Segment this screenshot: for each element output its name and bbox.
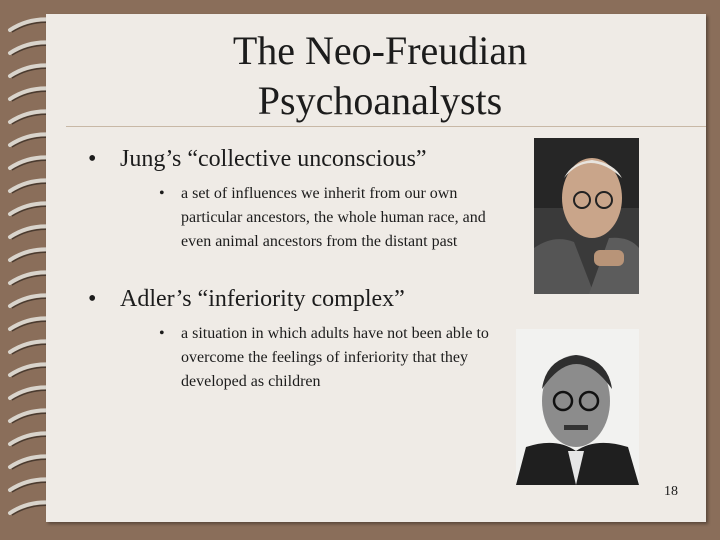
bullet-dot: • — [88, 146, 97, 172]
bullet-jung — [88, 146, 427, 173]
sub-bullet-adler — [159, 322, 511, 394]
slide-title — [110, 26, 650, 126]
title-divider — [66, 126, 706, 127]
jung-photo — [534, 138, 639, 294]
adler-photo — [516, 329, 639, 485]
bullet-heading: Jung’s “collective unconscious” — [120, 146, 427, 172]
bullet-dot: • — [159, 185, 165, 202]
sub-bullet-jung — [159, 182, 511, 254]
title-line-1: The Neo-Freudian — [232, 28, 528, 73]
bullet-dot: • — [159, 325, 165, 342]
bullet-adler — [88, 286, 405, 313]
sub-bullet-text: a situation in which adults have not been able to overcome the feelings of inferiority that they developed as children — [181, 325, 489, 390]
title-line-2: Psychoanalysts — [257, 78, 503, 123]
bullet-dot: • — [88, 286, 97, 312]
sub-bullet-text: a set of influences we inherit from our own particular ancestors, the whole human race, and even animal ancestors from the distant past — [181, 185, 486, 250]
bullet-heading: Adler’s “inferiority complex” — [120, 286, 405, 312]
page-number: 18 — [664, 484, 678, 499]
